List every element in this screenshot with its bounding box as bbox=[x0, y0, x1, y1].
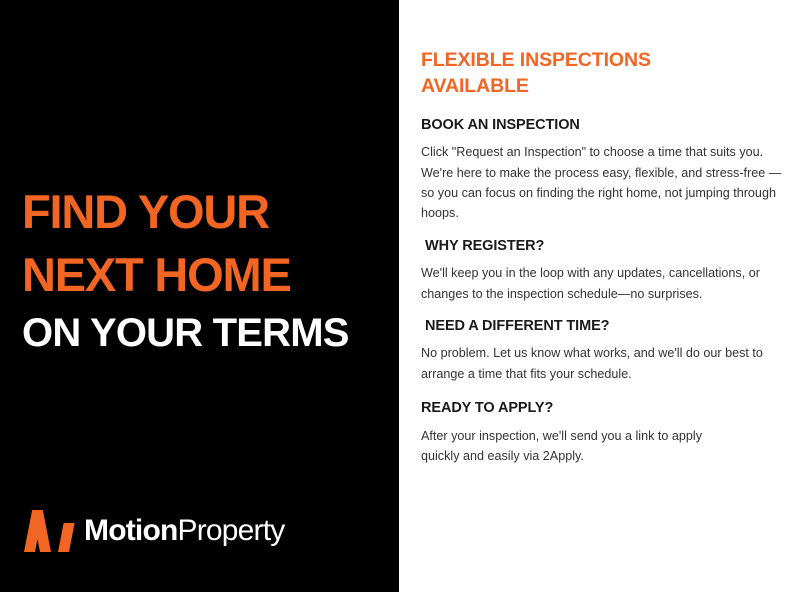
section-ready-to-apply bbox=[421, 400, 790, 466]
brand-logo bbox=[24, 509, 284, 553]
section-body: After your inspection, we'll send you a link to apply quickly and easily via 2Apply. bbox=[421, 428, 703, 463]
section-need-a-different-time bbox=[421, 318, 790, 384]
section-heading: NEED A DIFFERENT TIME? bbox=[425, 317, 610, 334]
hero-line-2: NEXT HOME bbox=[22, 247, 291, 301]
hero-line-1: FIND YOUR bbox=[22, 185, 269, 238]
section-heading: WHY REGISTER? bbox=[425, 237, 545, 254]
section-body: We'll keep you in the loop with any updates, cancellations, or changes to the inspection schedule—no surprises. bbox=[421, 266, 760, 301]
section-book-an-inspection bbox=[421, 117, 790, 224]
logo-bar-3 bbox=[58, 523, 75, 552]
section-heading: READY TO APPLY? bbox=[421, 400, 554, 417]
page-title: FLEXIBLE INSPECTIONS AVAILABLE bbox=[421, 49, 651, 97]
section-heading: BOOK AN INSPECTION bbox=[421, 116, 580, 133]
brand-name-bold: Motion bbox=[84, 514, 178, 547]
brand-name bbox=[84, 514, 284, 548]
info-panel bbox=[399, 0, 800, 600]
brand-name-light: Property bbox=[177, 514, 285, 547]
hero-headline bbox=[22, 185, 392, 355]
bottom-strip bbox=[0, 592, 399, 600]
section-why-register bbox=[421, 238, 790, 304]
hero-line-3: ON YOUR TERMS bbox=[22, 310, 349, 355]
section-body: Click "Request an Inspection" to choose a time that suits you. We're here to make the process easy, flexible, and stress-free — so you can focus on finding the right home, not jumping through hoops. bbox=[421, 145, 782, 221]
section-body: No problem. Let us know what works, and we'll do our best to arrange a time that fits your schedule. bbox=[421, 346, 763, 381]
motion-property-logo-icon bbox=[24, 510, 72, 552]
hero-panel bbox=[0, 0, 399, 600]
